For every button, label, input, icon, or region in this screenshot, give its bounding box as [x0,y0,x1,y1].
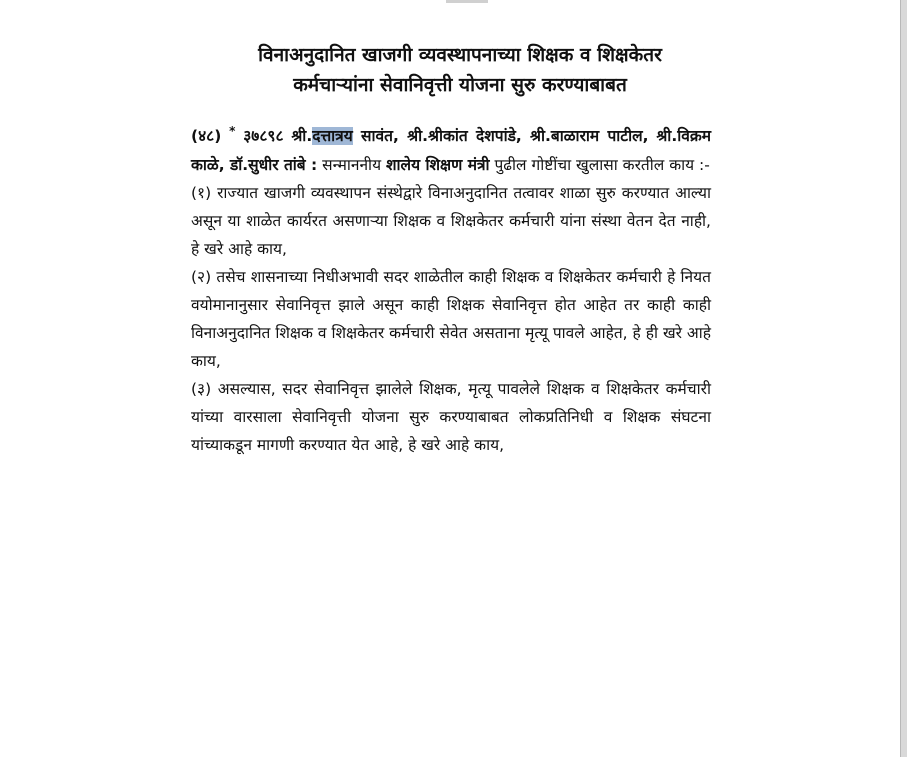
document-body [191,122,711,459]
paragraph-3: (३) असल्यास, सदर सेवानिवृत्त झालेले शिक्षक, मृत्यू पावलेले शिक्षक व शिक्षकेतर कर्मचारी यांच्या वारसाला सेवानिवृत्ती योजना सुरु करण्याबाबत लोकप्रतिनिधी व शिक्षक संघटना यांच्याकडून मागणी करण्यात येत आहे, हे खरे आहे काय, [191,380,711,454]
starred-question-mark: * [229,124,236,138]
honorific: सन्माननीय [317,156,386,174]
members-line-2: श्री.विक्रम काळे, डॉ.सुधीर तांबे : [191,127,712,174]
question-id: ३७८९८ [243,127,284,145]
member-prefix: श्री. [291,127,313,145]
window-right-edge [900,0,907,757]
title-line-2: कर्मचाऱ्यांना सेवानिवृत्ती योजना सुरु करण्याबाबत [293,74,627,96]
members-line-1: सावंत, श्री.श्रीकांत देशपांडे, श्री.बाळाराम पाटील, [352,127,649,145]
minister-name: शालेय शिक्षण मंत्री [386,156,490,174]
paragraph-2: (२) तसेच शासनाच्या निधीअभावी सदर शाळेतील काही शिक्षक व शिक्षकेतर कर्मचारी हे नियत वयोमानानुसार सेवानिवृत्त झाले असून काही शिक्षक सेवानिवृत्त होत आहेत तर काही काही विनाअनुदानित शिक्षक व शिक्षकेतर कर्मचारी सेवेत असताना मृत्यू पावले आहेत, हे ही खरे आहे काय, [191,268,711,370]
title-line-1: विनाअनुदानित खाजगी व्यवस्थापनाच्या शिक्षक व शिक्षकेतर [258,44,662,66]
highlighted-member-name[interactable]: दत्तात्रय [312,127,353,145]
question-intro [191,122,711,179]
intro-tail: पुढील गोष्टींचा खुलासा करतील काय :- [489,156,710,174]
question-number: (४८) [191,127,222,145]
page-top-mark [446,0,488,3]
paragraph-1: (१) राज्यात खाजगी व्यवस्थापन संस्थेद्वारे विनाअनुदानित तत्वावर शाळा सुरु करण्यात आल्या असून या शाळेत कार्यरत असणाऱ्या शिक्षक व शिक्षकेतर कर्मचारी यांना संस्था वेतन देत नाही, हे खरे आहे काय, [191,184,711,258]
document-title [150,40,770,100]
